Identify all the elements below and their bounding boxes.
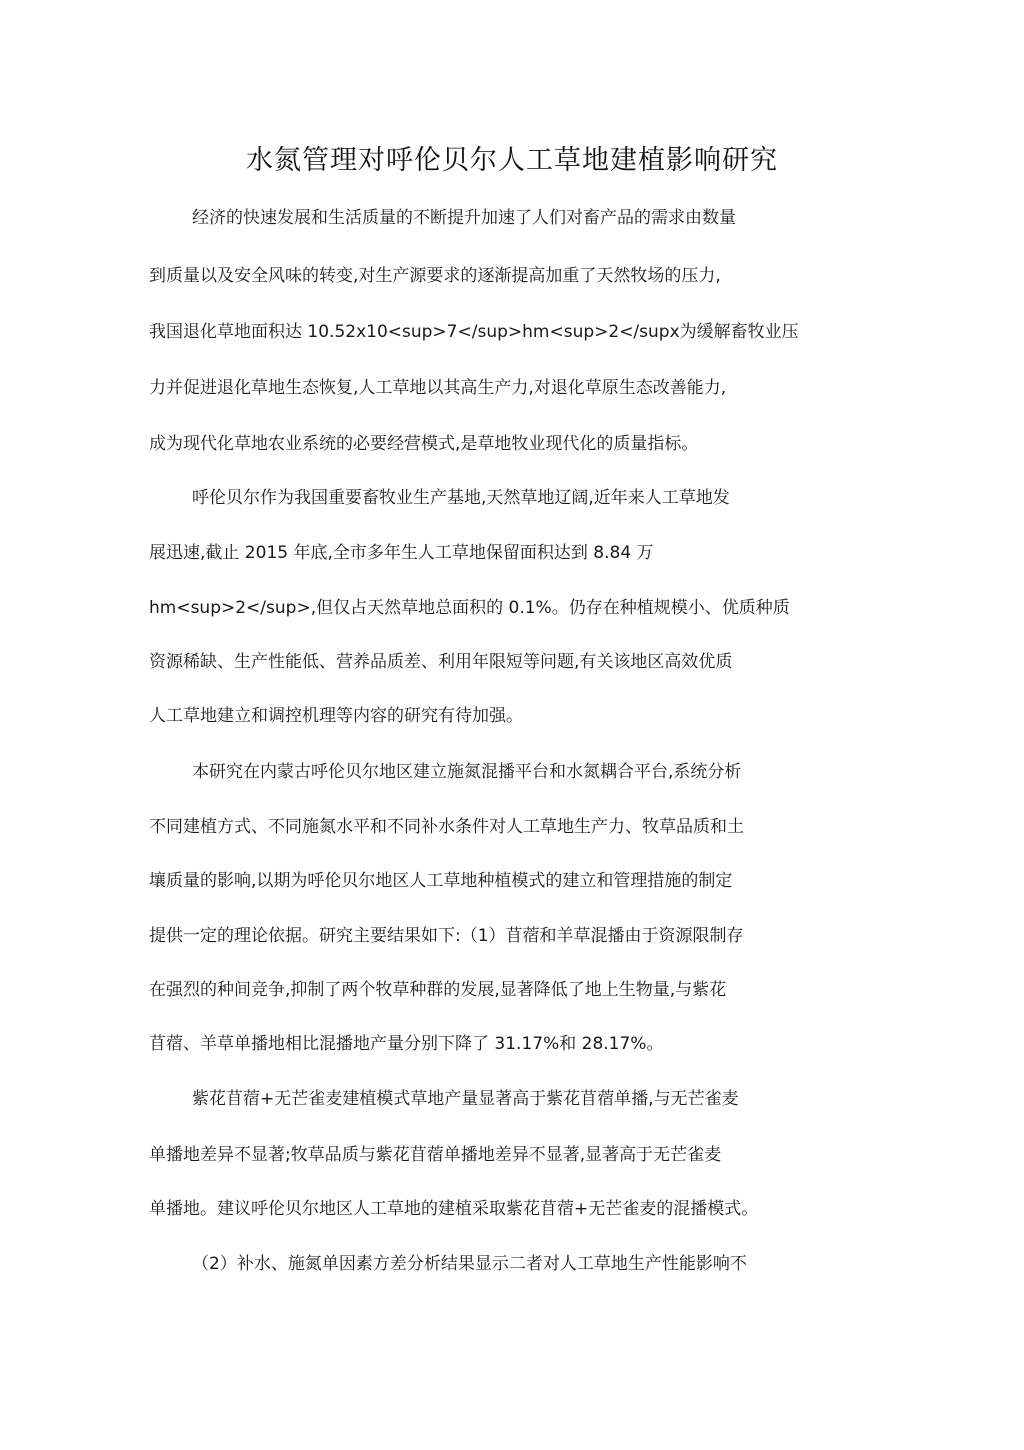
paragraph-line: 资源稀缺、生产性能低、营养品质差、利用年限短等问题,有关该地区高效优质 — [149, 652, 733, 672]
paragraph-line: 经济的快速发展和生活质量的不断提升加速了人们对畜产品的需求由数量 — [192, 208, 736, 228]
paragraph-line: 提供一定的理论依据。研究主要结果如下:（1）苜蓿和羊草混播由于资源限制存 — [149, 926, 744, 946]
paragraph-line: hm<sup>2</sup>,但仅占天然草地总面积的 0.1%。仍存在种植规模小、优质种质 — [149, 598, 790, 618]
paragraph-line: 力并促进退化草地生态恢复,人工草地以其高生产力,对退化草原生态改善能力, — [149, 378, 727, 398]
paragraph-line: 在强烈的种间竞争,抑制了两个牧草种群的发展,显著降低了地上生物量,与紫花 — [149, 980, 727, 1000]
paragraph-line: 本研究在内蒙古呼伦贝尔地区建立施氮混播平台和水氮耦合平台,系统分析 — [192, 762, 742, 782]
document-title: 水氮管理对呼伦贝尔人工草地建植影响研究 — [246, 145, 778, 176]
paragraph-line: 不同建植方式、不同施氮水平和不同补水条件对人工草地生产力、牧草品质和土 — [149, 817, 744, 837]
paragraph-line: 呼伦贝尔作为我国重要畜牧业生产基地,天然草地辽阔,近年来人工草地发 — [192, 488, 730, 508]
paragraph-line: 我国退化草地面积达 10.52x10<sup>7</sup>hm<sup>2</supx为缓解畜牧业压 — [149, 322, 799, 342]
paragraph-line: 单播地。建议呼伦贝尔地区人工草地的建植采取紫花苜蓿+无芒雀麦的混播模式。 — [149, 1199, 759, 1219]
paragraph-line: 单播地差异不显著;牧草品质与紫花苜蓿单播地差异不显著,显著高于无芒雀麦 — [149, 1145, 722, 1165]
paragraph-line: （2）补水、施氮单因素方差分析结果显示二者对人工草地生产性能影响不 — [192, 1254, 747, 1274]
paragraph-line: 到质量以及安全风味的转变,对生产源要求的逐渐提高加重了天然牧场的压力, — [149, 266, 721, 286]
paragraph-line: 苜蓿、羊草单播地相比混播地产量分别下降了 31.17%和 28.17%。 — [149, 1034, 664, 1054]
paragraph-line: 壤质量的影响,以期为呼伦贝尔地区人工草地种植模式的建立和管理措施的制定 — [149, 871, 733, 891]
paragraph-line: 紫花苜蓿+无芒雀麦建植模式草地产量显著高于紫花苜蓿单播,与无芒雀麦 — [192, 1089, 739, 1109]
paragraph-line: 人工草地建立和调控机理等内容的研究有待加强。 — [149, 706, 523, 726]
paragraph-line: 展迅速,截止 2015 年底,全市多年生人工草地保留面积达到 8.84 万 — [149, 543, 654, 563]
paragraph-line: 成为现代化草地农业系统的必要经营模式,是草地牧业现代化的质量指标。 — [149, 434, 699, 454]
